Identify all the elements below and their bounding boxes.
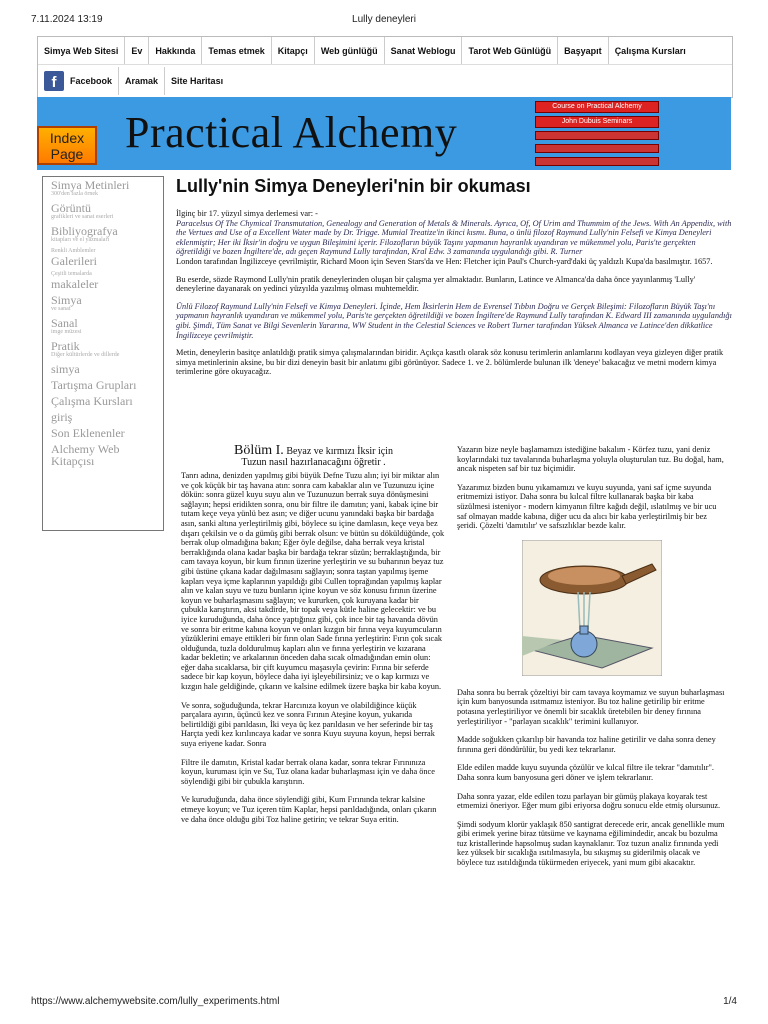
sidebar-subtitle: kitapları ve el yazmaları — [51, 237, 110, 243]
nav-basyapit[interactable]: Başyapıt — [558, 37, 609, 64]
sidebar-item-galerileri[interactable] — [51, 248, 163, 267]
print-date: 7.11.2024 13:19 — [31, 14, 103, 25]
nav-row-1 — [38, 37, 732, 65]
main-content — [176, 176, 732, 385]
nav-simya-web-sitesi[interactable]: Simya Web Sitesi — [38, 37, 125, 64]
sidebar-title: simya — [51, 362, 80, 376]
print-title: Lully deneyleri — [352, 14, 416, 25]
sidebar-item-goruntu[interactable] — [51, 202, 163, 221]
sidebar-title: makaleler — [51, 277, 99, 291]
original-text-column — [181, 445, 446, 833]
section-subtitle: Tuzun nasıl hazırlanacağını öğretir . — [241, 457, 386, 468]
sidebar-title: Çalışma Kursları — [51, 394, 133, 408]
commentary-paragraph: Elde edilen madde kuyu suyunda çözülür ve kılcal filtre ile tekrar "damıtılır". Daha sonra kum banyosuna geri döner ve işlem tekrarlanır. — [457, 763, 714, 782]
banner-title: Practical Alchemy — [125, 108, 458, 157]
sidebar-item-son-eklenenler[interactable] — [51, 427, 163, 439]
sidebar-title: Görüntü — [51, 201, 91, 215]
section-number: Bölüm I. — [234, 443, 284, 458]
sidebar-subtitle: imge müzesi — [51, 329, 82, 335]
nav-row-2 — [38, 67, 229, 95]
nav-kitapci[interactable]: Kitapçı — [272, 37, 315, 64]
sidebar-item-sanal[interactable] — [51, 317, 163, 336]
sidebar-title: Galerileri — [51, 254, 97, 268]
commentary-column — [457, 445, 727, 877]
sidebar-item-simya-ve-sanat[interactable] — [51, 294, 163, 313]
nav-site-haritasi[interactable]: Site Haritası — [171, 76, 224, 86]
commentary-paragraph: Şimdi sodyum klorür yaklaşık 850 santigrat derecede erir, ancak genellikle mum gibi erimek yerine biraz tütsüme ve kaynama eğilimindedir, ancak bu bozulma tuz kristallerinde hapsolmuş sudan kaynaklanır. Toz tuzun analiz fırınında yedi kez yüksek bir sıcaklığa ısıtılmasıyla, bu sıkışmış su giderilmiş olacak ve böylece tuz ısıtıldığında tükürmeden eriyecek, yani mum gibi akacaktır. — [457, 819, 725, 868]
original-paragraph: Ve kuruduğunda, daha önce söylendiği gibi, Kum Fırınında tekrar kalsine etmeye koyun; ve Tuz içeren tüm Kaplar, hepsi parıldadığında, onları çıkarın ve daha önce olduğu gibi Toz haline getirin; ve tekrar Suya eritin. — [181, 795, 437, 824]
banner-button-blank-3 — [535, 157, 659, 166]
sidebar-title: Tartışma Grupları — [51, 378, 137, 392]
nav-web-gunlugu[interactable]: Web günlüğü — [315, 37, 385, 64]
intro-lead: İlginç bir 17. yüzyıl simya derlemesi var: - — [176, 209, 318, 218]
nav-sanat-weblogu[interactable]: Sanat Weblogu — [385, 37, 463, 64]
sidebar-item-simya-metinleri[interactable] — [51, 179, 163, 198]
sidebar-title: giriş — [51, 410, 73, 424]
commentary-paragraph: Yazarımız bizden bunu yıkamamızı ve kuyu suyunda, yani saf içme suyunda eritmemizi istiyor. Daha sonra bu kılcal filtre kullanarak başka bir kaba süzülmesi isteniyor - modern kimyanın filtre kağıdı değil, ıslatılmış ve bir ucu saf olmayan madde kabına, diğer ucu da alıcı bir kaba yerleştirilmiş bir bez şeridi. Çözelti 'damıtılır' ve safsızlıklar bezde kalır. — [457, 482, 717, 531]
course-practical-alchemy-button[interactable]: Course on Practical Alchemy — [535, 101, 659, 113]
sidebar-item-simya[interactable] — [51, 363, 163, 375]
banner-button-blank-2 — [535, 144, 659, 153]
sidebar-pretitle: Renkli Amblemler — [51, 248, 96, 254]
section-heading — [181, 445, 446, 468]
original-paragraph: Filtre ile damıtın, Kristal kadar berrak olana kadar, sonra tekrar Fırınınıza koyun, kuruması için ve Su, Tuz olana kadar buharlaşması için ve daha önce söylendiği gibi bir çubukla karıştırın. — [181, 757, 435, 786]
sidebar-title: Pratik — [51, 339, 80, 353]
sidebar-title: Bibliyografya — [51, 224, 118, 238]
sidebar-subtitle: 300'den fazla örnek — [51, 191, 99, 197]
print-header — [0, 14, 768, 28]
site-banner — [37, 97, 731, 170]
intro-imprint: London tarafından İngilizceye çevrilmiştir, Richard Moon için Seven Stars'da ve Hen: Fletcher için Paul's Church-yard'daki üç yaldızlı Kupa'da basılmıştır. 1657. — [176, 256, 713, 266]
top-navigation — [37, 36, 733, 98]
sidebar-subtitle: grafikleri ve sanat eserleri — [51, 214, 114, 220]
sidebar-item-giris[interactable] — [51, 411, 163, 423]
sidebar-item-makaleler[interactable] — [51, 271, 163, 290]
banner-button-blank-1 — [535, 131, 659, 140]
sidebar-item-alchemy-web-kitapcisi[interactable] — [51, 443, 163, 467]
nav-ev[interactable]: Ev — [125, 37, 149, 64]
nav-aramak[interactable]: Aramak — [119, 67, 165, 95]
nav-temas-etmek[interactable]: Temas etmek — [202, 37, 271, 64]
page-title: Lully'nin Simya Deneyleri'nin bir okuması — [176, 176, 531, 196]
sidebar-title: Son Eklenenler — [51, 426, 125, 440]
commentary-paragraph: Madde soğukken çıkarılıp bir havanda toz haline getirilir ve daha sonra deney fırınına geri döndürülür, bu yedi kez tekrarlanır. — [457, 735, 716, 754]
commentary-paragraph: Daha sonra bu berrak çözeltiyi bir cam tavaya koymamız ve suyun buharlaşması için kum banyosunda ısıtmamız isteniyor. Bu toz haline getirilip bir eritme potasına yerleştiriliyor ve önemli bir sıcaklık üretebilen bir deney fırınına yerleştiriliyor - "parlayan sıcaklık" terimini kullanıyor. — [457, 687, 725, 726]
nav-calisma-kurslari[interactable]: Çalışma Kursları — [614, 45, 686, 56]
sidebar-subtitle: Diğer kültürlerde ve dillerde — [51, 352, 120, 358]
nav-hakkinda[interactable]: Hakkında — [149, 37, 202, 64]
sidebar-title: Alchemy Web Kitapçısı — [51, 442, 120, 468]
section-title: Beyaz ve kırmızı İksir için — [286, 446, 393, 457]
index-page-button[interactable]: Index Page — [37, 126, 97, 165]
sidebar-item-tartisma-gruplari[interactable] — [51, 379, 163, 391]
original-paragraph: Tanrı adına, denizden yapılmış gibi büyük Defne Tuzu alın; iyi bir miktar alın ve çok küçük bir taş havana atın: sonra cam kabaklar alın ve Tuzunuzu içine dökün: sonra güzel kuyu suyu alın ve Tuzunuzun berrak suya dönüşmesini sağlayın; hepsi eridikten sonra, onu bir filtre ile damıtın; yani, kabak içine bir tutam keçe veya yünlü bez asın; ve diğer ucunu yanındaki başka bir bardağa asın, sanki altına yerleştirilmiş gibi, böylece su içine damlasın, keçe veya bez dışarı çekilsin ve o da gümüş gibi berrak olsun: ve bütün su döküldüğünde, çok berrak olup olmadığına bakın; Eğer öyle değilse, daha berrak veya kristal berraklığında olana kadar başka bir bardağa tekrar süzün; berraklaştığında, bir cam tavaya koyun, bir kum fırının üzerine yerleştirin ve su buharının beyaz tuz gibi üstüne çıkana kadar dağılmasını sağlayın; sonra taştan yapılmış işeme kapları veya içme kaplarının yapıldığı gibi Cullen toprağından yapılmış kaplar alın ve kalan suyu ve tuzu bunların içine koyun ve söz konusu fırının üzerine koyun ve buharlaşmasını sağlayın; ve kururken, çok kuruyana kadar bir çubukla karıştırın, aksi takdirde, bir topak veya kütle haline gelecektir: ve bu iyice kuruduğunda, daha önce yaptığınız gibi, çok ince bir taş havanda dövün ve sonra bir eritme kabına koyun ve onları kızgın bir fırına veya kuyumcuların yüzüklerini emaye ettikleri bir fırın olan Sade fırına yerleştirin: Fırın çok sıcak olduğunda, tuzla doldurulmuş kapları alın ve fırına yerleştirin ve kızarana kadar bekletin; ve arkalarının önceden daha sıcak olmadığından emin olun: eğer daha sıcaklarsa, bir çift kuyumcu maşasıyla çevirin: Fırına bir seferde sadece bir kap koyun, böylece daha iyi işleyebilirsiniz; ve o kap kırmızı ve kızgın hale geldiğinde, çıkarın ve kalsine edilmek üzere başka bir kaba koyun. — [181, 471, 445, 692]
original-paragraph: Ve sonra, soğuduğunda, tekrar Harcınıza koyun ve olabildiğince küçük parçalara ayırın, üçüncü kez ve sonra Fırının Ateşine koyun, yukarıda belirtildiği gibi parıldasın, İki veya üç kez parıldasın ve her seferinde bir taş Harçta yedi kez kırılıncaya kadar ve sonra Kuyu suyuna koyun, hepsi berrak suya eriyene kadar. Sonra — [181, 700, 435, 749]
alembic-illustration — [522, 540, 662, 676]
alt-title-paragraph: Ünlü Filozof Raymund Lully'nin Felsefi ve Kimya Deneyleri. İçinde, Hem İksirlerin Hem de Evrensel Tıbbın Doğru ve Gerçek Bileşimi: Filozofların Büyük Taşı'nı yapmanın hayranlık uyandıran ve mükemmel yolu, Paris'te gerçekten öğretildiği ve bozen İngiltere'de Raymund Lully tarafından K. Edward III zamanında uygulandığı gibi. Şimdi, Tüm Sanat ve Bilgi Sevenlerin Yararına, WW Student in the Celestial Sciences ve Robert Turner tarafından Yüksek Almanca ve Latince'den dikkatlice İngilizceye çevrilmiştir. — [176, 301, 732, 340]
sidebar-item-pratik[interactable] — [51, 340, 163, 359]
print-url: https://www.alchemywebsite.com/lully_experiments.html — [31, 996, 280, 1007]
john-dubuis-seminars-button[interactable]: John Dubuis Seminars — [535, 116, 659, 128]
commentary-paragraph: Yazarın bize neyle başlamamızı istediğine bakalım - Körfez tuzu, yani deniz koylarındaki tuz tavalarında buharlaşma yoluyla oluşturulan tuz. Bu doğal, ham, ancak nispeten saf bir tuz biçimidir. — [457, 445, 724, 474]
intro-book-title: Paracelsus Of The Chymical Transmutation, Genealogy and Generation of Metals & Minerals. Ayrıca, Of, Of Urim and Thummim of the Jews. With An Appendix, with the Vertues and Use of a Excellent Water made by Dr. Trigge. Mumial Treatize'in ikinci kısmı. Buna, o ünlü filozof Raymund Lully'nin Felsefi ve Kimya Deneyleri eklenmiştir; Her iki İksir'in doğru ve uygun Bileşimini içerir. Filozofların büyük Taşını yapmanın hayranlık uyandıran ve mükemmel yolu, Paris'te gerçekten öğretildiği ve bozen İngiltere'de, adı geçen Raymund Lully tarafından, Kral Edw. 3 zamanında uygulandığı gibi. R. Turner — [176, 218, 732, 257]
commentary-paragraph: Daha sonra yazar, elde edilen tozu parlayan bir gümüş plakaya koyarak test etmemizi öneriyor. Eğer mum gibi eriyorsa doğru sonucu elde etmiş olursunuz. — [457, 791, 721, 811]
print-page-number: 1/4 — [723, 996, 737, 1007]
sidebar-pretitle: Çeşitli temalarda — [51, 271, 92, 277]
sidebar-title: Sanal — [51, 316, 78, 330]
intro-paragraph — [176, 209, 732, 267]
sidebar-item-calisma-kurslari[interactable] — [51, 395, 163, 407]
sidebar-title: Simya Metinleri — [51, 178, 130, 192]
sidebar-item-bibliyografya[interactable] — [51, 225, 163, 244]
summary-paragraph: Metin, deneylerin basitçe anlatıldığı pratik simya çalışmalarından biridir. Açıkça kasıtlı olarak söz konusu terimlerin anlamlarını kodlayan veya gizleyen diğer pratik simya metinlerinin aksine, bu bir dizi deneyin basit bir anlatımı gibi görünüyor. Sadece 1. ve 2. bölümlerde bulunan ilk 'deneye' bakacağız ve metni modern kimya terimlerine göre okuyacağız. — [176, 348, 724, 377]
facebook-icon[interactable]: f — [44, 71, 64, 91]
nav-tarot-web-gunlugu[interactable]: Tarot Web Günlüğü — [462, 37, 558, 64]
sidebar-subtitle: ve sanat — [51, 306, 71, 312]
sidebar-menu — [42, 176, 164, 531]
sidebar-title: Simya — [51, 293, 82, 307]
context-paragraph: Bu eserde, sözde Raymond Lully'nin pratik deneylerinden oluşan bir çalışma yer almaktadır. Bunların, Latince ve Almanca'da daha önce yayınlanmış 'Lully' deneylerine dayanarak on yedinci yüzyılda yazılmış olması muhtemeldir. — [176, 274, 696, 294]
nav-facebook[interactable]: Facebook — [70, 67, 119, 95]
